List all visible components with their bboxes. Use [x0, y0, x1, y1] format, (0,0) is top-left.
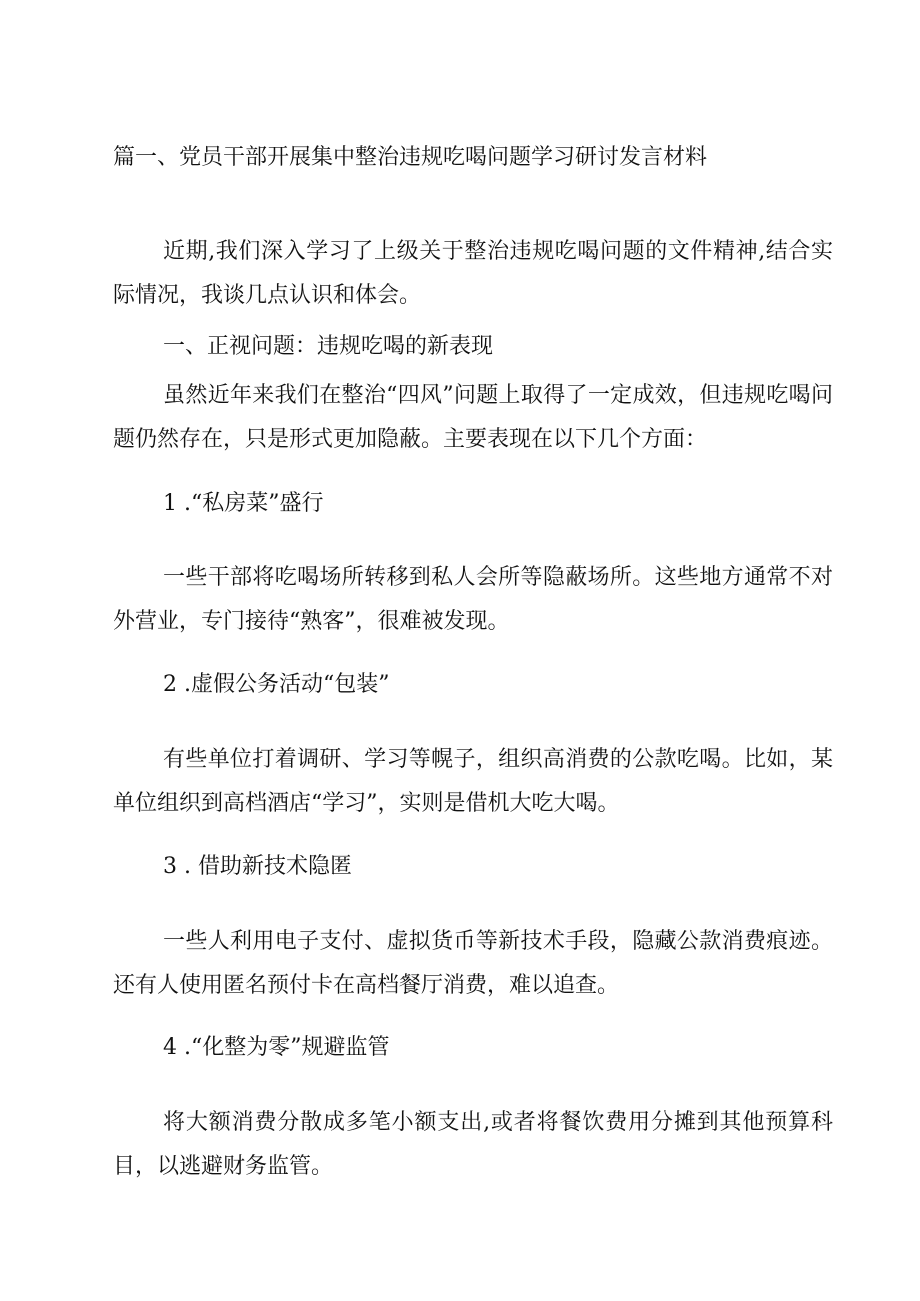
item-paragraph-2: 有些单位打着调研、学习等幌子，组织高消费的公款吃喝。比如，某单位组织到高档酒店“学习”，实则是借机大吃大喝。 [113, 747, 833, 816]
item-heading-2: 2 .虚假公务活动“包装” [163, 672, 390, 697]
section-heading-1: 一、正视问题：违规吃喝的新表现 [163, 334, 494, 359]
item-paragraph-4: 将大额消费分散成多笔小额支出,或者将餐饮费用分摊到其他预算科目，以逃避财务监管。 [113, 1110, 833, 1179]
section-paragraph-1: 虽然近年来我们在整治“四风”问题上取得了一定成效，但违规吃喝问题仍然存在，只是形式更加隐蔽。主要表现在以下几个方面： [113, 383, 833, 452]
item-paragraph-3: 一些人利用电子支付、虚拟货币等新技术手段，隐藏公款消费痕迹。还有人使用匿名预付卡在高档餐厅消费，难以追查。 [113, 929, 833, 998]
item-paragraph-1: 一些干部将吃喝场所转移到私人会所等隐蔽场所。这些地方通常不对外营业，专门接待“熟客”，很难被发现。 [113, 565, 833, 634]
item-heading-4: 4 .“化整为零”规避监管 [163, 1035, 390, 1060]
document-title: 篇一、党员干部开展集中整治违规吃喝问题学习研讨发言材料 [113, 145, 708, 170]
item-heading-1: 1 .“私房菜”盛行 [163, 491, 324, 516]
intro-paragraph: 近期,我们深入学习了上级关于整治违规吃喝问题的文件精神,结合实际情况，我谈几点认识和体会。 [113, 239, 833, 308]
item-heading-3: 3 . 借助新技术隐匿 [163, 854, 352, 879]
